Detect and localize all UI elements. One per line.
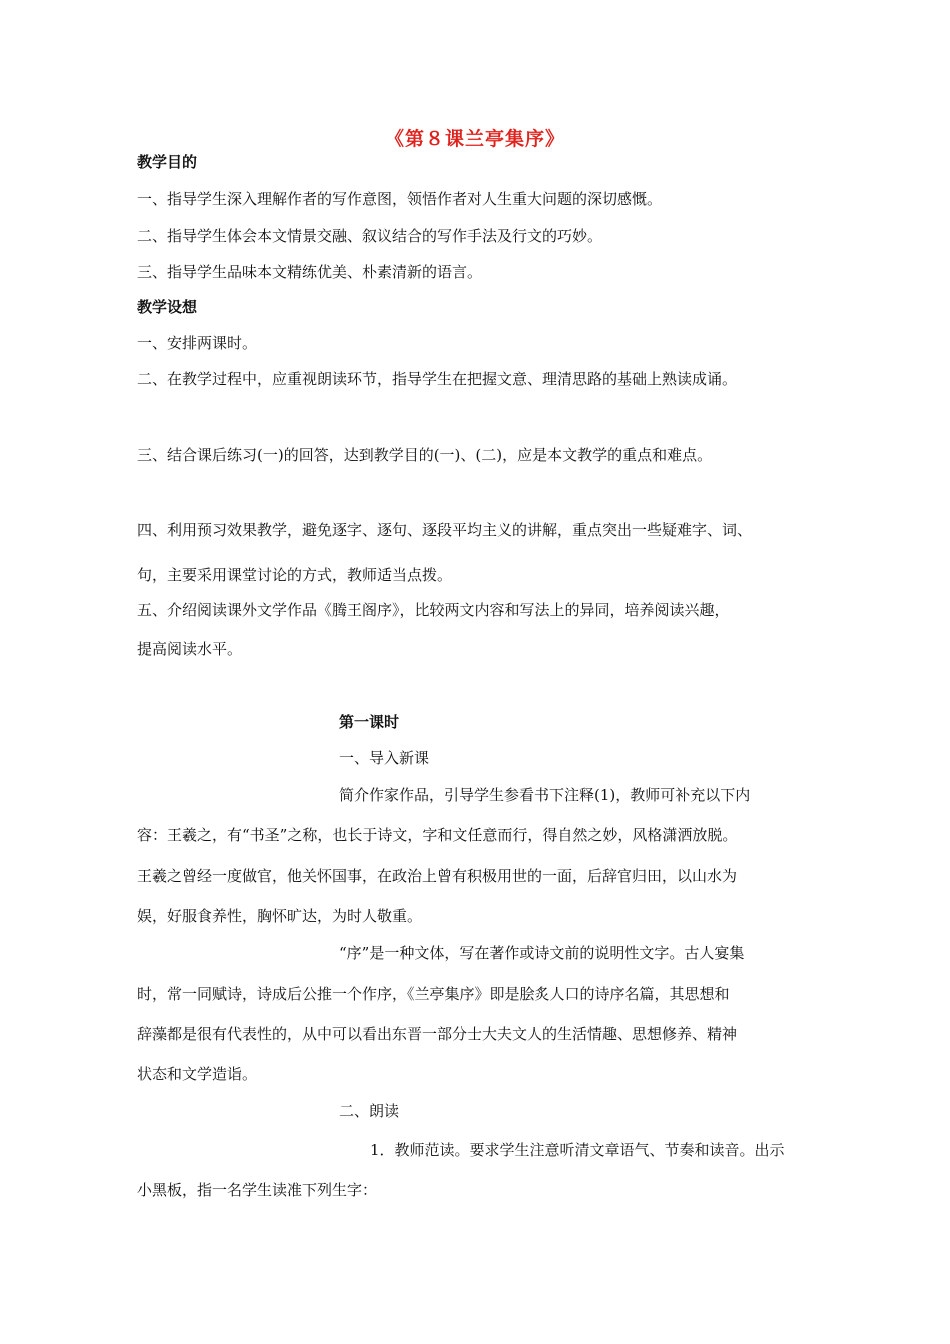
idea-item-1: 一、安排两课时。 [137,334,258,352]
lesson1-p3-line-1: 1．教师范读。要求学生注意听清文章语气、节奏和读音。出示 [370,1141,785,1159]
lesson1-p1-line-4: 娱，好服食养性，胸怀旷达，为时人敬重。 [137,907,423,925]
lesson1-p2-line-2: 时，常一同赋诗，诗成后公推一个作序，《兰亭集序》即是脍炙人口的诗序名篇，其思想和 [137,985,730,1003]
idea-item-5-line-1: 五、介绍阅读课外文学作品《腾王阁序》，比较两文内容和写法上的异同，培养阅读兴趣， [137,601,730,619]
goal-item-3: 三、指导学生品味本文精练优美、朴素清新的语言。 [137,263,483,281]
idea-item-5-line-2: 提高阅读水平。 [137,640,243,658]
lesson1-p1-line-1: 简介作家作品，引导学生参看书下注释(1)，教师可补充以下内 [339,786,751,804]
idea-item-4-line-1: 四、利用预习效果教学，避免逐字、逐句、逐段平均主义的讲解，重点突出一些疑难字、词、 [137,521,753,539]
goal-item-2: 二、指导学生体会本文情景交融、叙议结合的写作手法及行文的巧妙。 [137,227,603,245]
goal-item-1: 一、指导学生深入理解作者的写作意图，领悟作者对人生重大问题的深切感慨。 [137,190,663,208]
lesson1-p1-line-2: 容：王羲之，有“书圣”之称，也长于诗文，字和文任意而行，得自然之妙，风格潇洒放脱。 [137,826,738,844]
idea-item-3: 三、结合课后练习(一)的回答，达到教学目的(一)、(二)，应是本文教学的重点和难点。 [137,446,713,464]
lesson1-section-1: 一、导入新课 [339,749,430,767]
lesson1-heading: 第一课时 [339,713,400,731]
ideas-heading: 教学设想 [137,298,198,316]
lesson1-p2-line-1: “序”是一种文体，写在著作或诗文前的说明性文字。古人宴集 [339,944,745,962]
idea-item-2: 二、在教学过程中，应重视朗读环节，指导学生在把握文意、理清思路的基础上熟读成诵。 [137,370,738,388]
goals-heading: 教学目的 [137,153,198,171]
lesson1-p3-line-2: 小黑板，指一名学生读准下列生字： [137,1181,378,1199]
lesson1-section-2: 二、朗读 [339,1102,400,1120]
lesson1-p2-line-3: 辞藻都是很有代表性的，从中可以看出东晋一部分士大夫文人的生活情趣、思想修养、精神 [137,1025,738,1043]
idea-item-4-line-2: 句，主要采用课堂讨论的方式，教师适当点拨。 [137,566,453,584]
lesson1-p2-line-4: 状态和文学造诣。 [137,1065,258,1083]
lesson1-p1-line-3: 王羲之曾经一度做官，他关怀国事，在政治上曾有积极用世的一面，后辞官归田，以山水为 [137,867,738,885]
page-title: 《第８课兰亭集序》 [384,128,565,150]
